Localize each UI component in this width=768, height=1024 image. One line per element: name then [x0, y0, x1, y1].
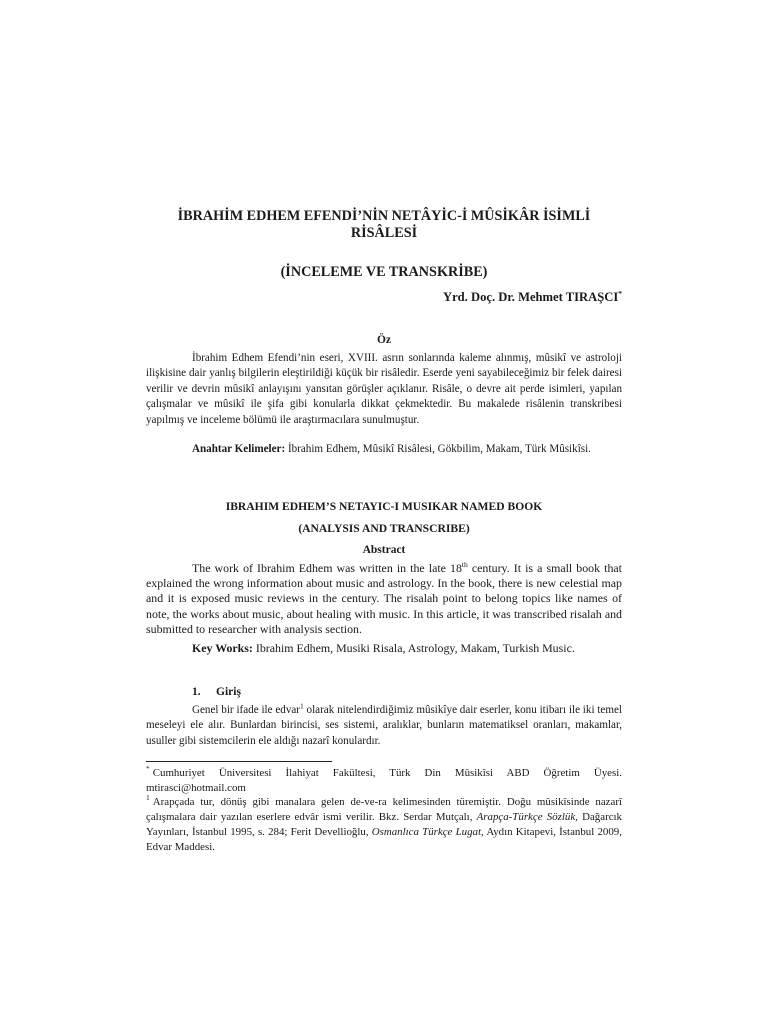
footnote-ref-1: 1 [299, 701, 304, 711]
article-title [140, 208, 628, 242]
abstract-en-text [146, 561, 622, 637]
footnote-1-italic-b: Osmanlıca Türkçe Lugat, [371, 826, 484, 838]
intro-text-part2: olarak nitelendirdiğimiz mûsikîye dair eserler, konu itibarı ile iki temel meseleyi ele alır. Bunlardan birincisi, ses sistemi, aralıklar, bunların matematiksel oranları, makamlar, usuller gibi sistemcilerin ele aldığı nazarî konulardır. [146, 704, 622, 747]
article-title-line2: RİSÂLESİ [350, 225, 418, 241]
footnote-divider [146, 761, 332, 762]
author-line [146, 289, 622, 305]
footnote-1-italic-a: Arapça-Türkçe Sözlük, [476, 811, 578, 823]
footnote-1-text-c: Aydın Kitapevi, İstanbul 2009, Edvar Maddesi. [146, 826, 622, 853]
keywords-tr [146, 442, 622, 457]
english-title: IBRAHIM EDHEM’S NETAYIC-I MUSIKAR NAMED BOOK [225, 500, 543, 513]
keywords-en-label: Key Works: [192, 641, 253, 655]
keywords-en-values: Ibrahim Edhem, Musiki Risala, Astrology, Makam, Turkish Music. [252, 641, 575, 655]
footnote-1-mark: 1 [146, 793, 150, 803]
section-number: 1. [192, 686, 201, 698]
footnote-author-text: Cumhuriyet Üniversitesi İlahiyat Fakültesi, Türk Din Mûsikîsi ABD Öğretim Üyesi. mtirasci@hotmail.com [146, 767, 622, 794]
english-subtitle: (ANALYSIS AND TRANSCRIBE) [298, 522, 470, 535]
intro-paragraph [146, 703, 622, 749]
footnote-1 [146, 795, 622, 855]
abstract-en-ordinal: th [461, 560, 468, 570]
abstract-en-text-part2: century. It is a small book that explained the wrong information about music and astrology. In the book, there is new celestial map and it is exposed music reviews in the century. The risalah point to belong topics like names of note, the works about music, about healing with music. In this article, it was transcribed risalah and submitted to researcher with analysis section. [146, 561, 622, 636]
abstract-tr-heading: Öz [376, 334, 392, 346]
intro-text-part1: Genel bir ifade ile edvar [192, 704, 300, 716]
section-heading [192, 685, 492, 699]
section-title: Giriş [216, 686, 241, 698]
keywords-en [146, 641, 622, 656]
author-name: Yrd. Doç. Dr. Mehmet TIRAŞCI [442, 290, 619, 304]
keywords-tr-values: İbrahim Edhem, Mûsikî Risâlesi, Gökbilim, Makam, Türk Mûsikîsi. [287, 443, 591, 455]
abstract-en-heading: Abstract [362, 544, 406, 556]
abstract-tr-text: İbrahim Edhem Efendi’nin eseri, XVIII. asrın sonlarında kaleme alınmış, mûsikî ve astroloji ilişkisine dair yanlış bilgilerin eleştirildiği küçük bir risâledir. Eserde yeni sayabileceğimiz bir felek dairesi verilir ve devrin mûsikî anlayışını yansıtan görüşler açıklanır. Risâle, o devre ait perde isimleri, yapılan çalışmalar ve mûsikî ile şifa gibi konularla dikkat çekmektedir. Bu makalede risâlenin transkribesi yapılmış ve inceleme bölümü ile araştırmacılara sunulmuştur. [146, 352, 622, 426]
footnote-author [146, 766, 622, 796]
footnote-1-text-b: Dağarcık Yayınları, İstanbul 1995, s. 284; Ferit Devellioğlu, [146, 811, 623, 838]
author-footnote-mark: * [618, 288, 622, 298]
abstract-en-text-part1: The work of Ibrahim Edhem was written in the late 18 [192, 561, 462, 575]
keywords-tr-label: Anahtar Kelimeler: [192, 443, 286, 455]
footnote-1-text-a: Arapçada tur, dönüş gibi manalara gelen de-ve-ra kelimesinden türemiştir. Doğu mûsikîsinde nazarî çalışmalara dair yazılan eserlere edvâr ismi verilir. Bkz. Serdar Mutçalı, [146, 796, 622, 823]
article-subtitle: (İNCELEME VE TRANSKRİBE) [280, 264, 488, 280]
footnote-author-mark: * [146, 764, 150, 774]
article-title-line1: İBRAHİM EDHEM EFENDİ’NİN NETÂYİC-İ MÛSİKÂR İSİMLİ [177, 208, 591, 224]
